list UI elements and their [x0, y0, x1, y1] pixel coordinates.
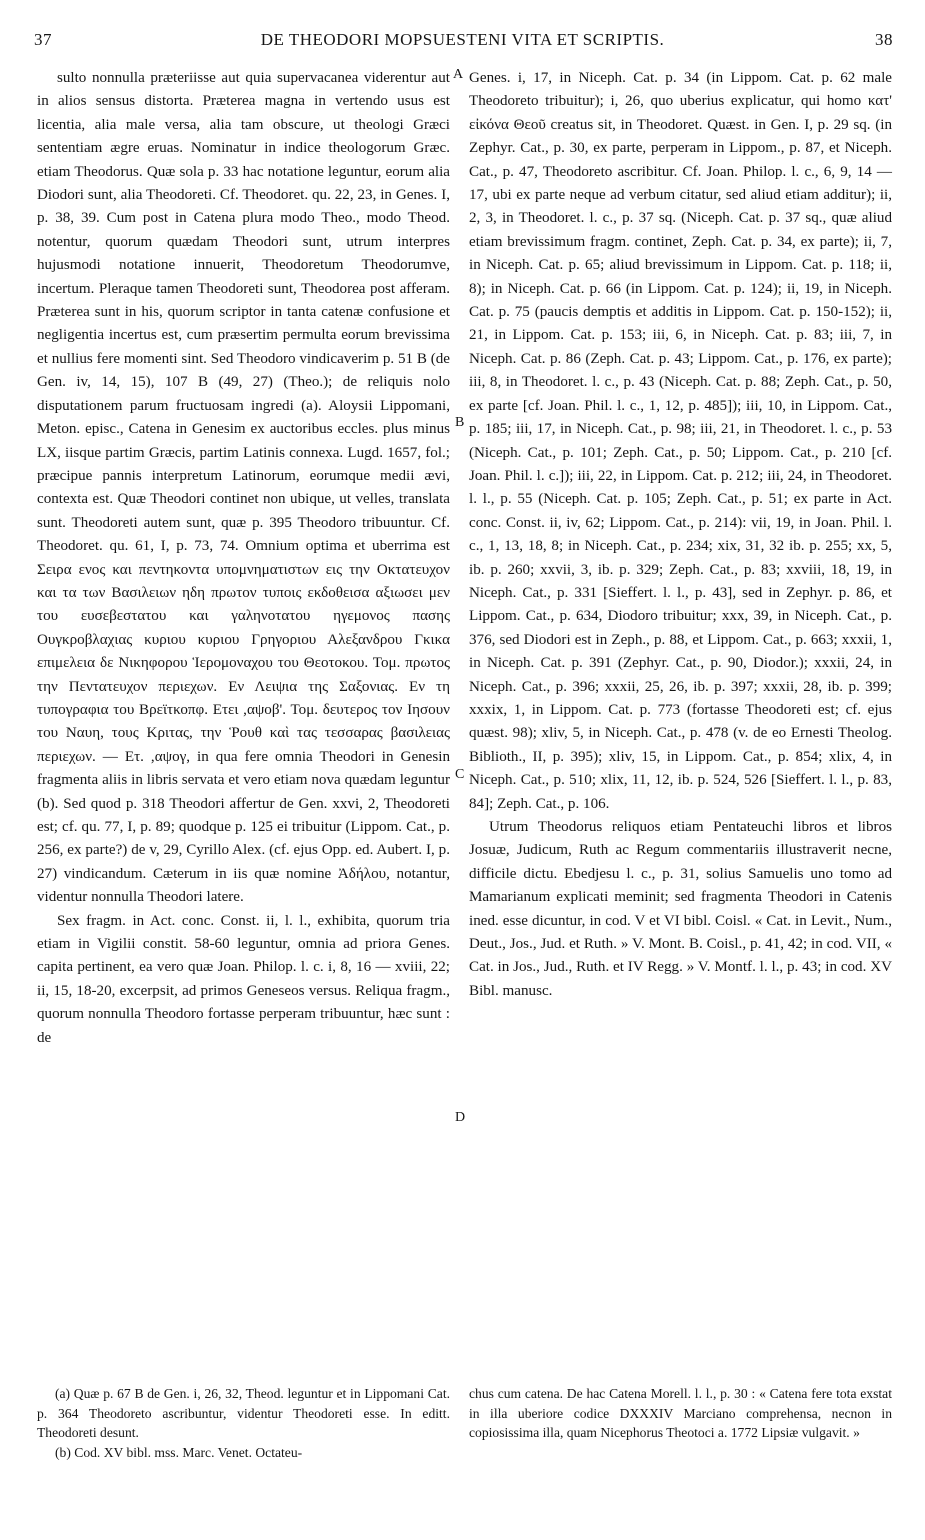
- margin-mark-c: C: [455, 767, 465, 782]
- margin-mark-d: D: [455, 1110, 466, 1125]
- footnote-a: (a) Quæ p. 67 B de Gen. i, 26, 32, Theod. leguntur et in Lippomani Cat. p. 364 Theodoreto ascribuntur, videntur Theodoreti esse. In editt. Theodoreti desunt.: [37, 1386, 450, 1440]
- left-paragraph-1: sulto nonnulla præteriisse aut quia supervacanea viderentur aut in alios sensus distorta. Præterea magna in vertendo usus est licentia, alia male versa, alia tam obscure, ut theologi Græci sententiam ægre eruas. Nominatur in indice theologorum Græc. etiam Theodorus. Quæ sola p. 33 hac notatione leguntur, eorum alia Diodori sunt, alia Theodoreti. Cf. Theodoret. qu. 22, 23, in Genes. I, p. 38, 39. Cum post in Catena plura modo Theo., modo Theod. notentur, quorum quædam Theodori sunt, utrum interpres hujusmodi notatione innuerit, Theodoretum Theodorumve, incertum. Pleraque tamen Theodoreti sunt, Theodorea post afferam. Præterea sunt in his, quorum scriptor in tanta catenæ confusione et negligentia incertus est, cum præsertim permulta eorum brevissima et nullius fere momenti sint. Sed Theodoro vindicaverim p. 51 B (de Gen. iv, 14, 15), 107 B (49, 27) (Theo.); de reliquis nolo disputationem parum fructuosam ingredi (a). Aloysii Lippomani, Meton. episc., Catena in Genesim ex auctoribus eccles. plus minus LX, iisque partim Græcis, partim Latinis connexa. Lugd. 1657, fol.; præcipue pannis interpretum Latinorum, eorumque medii ævi, contexta est. Quæ Theodori continet non ubique, ut velles, translata sunt. Theodoreti autem sunt, quæ p. 395 Theodoro tribuuntur. Cf. Theodoret. qu. 61, I, p. 73, 74. Omnium optima et uberrima est Σειρα ενος και πεντηκοντα υπομνηματιστων εις την Οκτατευχον και τα των Βασιλειων ηδη πρωτον τυποις εκδοθεισα αξιωσει μεν του ευσεβεστατου και γαληνοτατου ηγεμονος πασης Ουγκροβλαχιας κυριου κυριου Γρηγοριου Αλεξανδρου Γκικα επιμελεια δε Νικηφορου Ἱερομοναχου του Θεοτοκου. Τομ. πρωτος την Πεντατευχον περιεχων. Εν Λειψια της Σαξονιας. Εν τη τυπογραφια του Βρεϊτκοπφ. Ετει ,αψοβ'. Τομ. δευτερος τον Ιησουν του Ναυη, τους Κριτας, την Ῥουθ καὶ τας τεσσαρας βασιλειας περιεχων. — Ετ. ,αψογ, in qua fere omnia Theodori in Genesin fragmenta aliis in libris servata et vero etiam nova quædam leguntur (b). Sed quod p. 318 Theodori affertur de Gen. xxvi, 2, Theodoreti est; cf. qu. 77, I, p. 89; quodque p. 125 ei tribuitur (Lippom. Cat., p. 256, ex parte?) de v, 29, Cyrillo Alex. (cf. ejus Opp. ed. Aubert. I, p. 27) vindicandum. Cæterum in iis quæ nomine Ἀδήλου, notantur, videntur nonnulla Theodori latere.: [37, 70, 450, 906]
- footnote-b: (b) Cod. XV bibl. mss. Marc. Venet. Octateu-: [55, 1444, 303, 1460]
- right-paragraph-2: Utrum Theodorus reliquos etiam Pentateuchi libros et libros Josuæ, Judicum, Ruth ac Regum commentariis illustraverit necne, difficile dictu. Ebedjesu l. c., p. 31, solius Samuelis uno tomo ad Mamarianum explicati meminit; sed fragmenta Theodori in Catenis ined. esse dicuntur, in cod. V et VI bibl. Coisl. « Cat. in Levit., Num., Deut., Jos., Jud. et Ruth. » V. Mont. B. Coisl., p. 41, 42; in cod. VII, « Cat. in Jos., Jud., Ruth. et IV Regg. » V. Montf. l. l., p. 43; in cod. XV Bibl. manusc.: [469, 819, 892, 999]
- right-paragraph-1: Genes. i, 17, in Niceph. Cat. p. 34 (in Lippom. Cat. p. 62 male Theodoreto tribuitur); i, 26, quo uberius explicatur, qui homo κατ' εἰκόνα Θεοῦ creatus sit, in Theodoret. Quæst. in Gen. I, p. 29 sq. (in Zephyr. Cat., p. 30, ex parte, perperam in Lippom., p. 87, et Niceph. Cat., p. 47, Theodoreto ascribitur. Cf. Joan. Philop. l. c., 6, 9, 14 — 17, ubi ex parte neque ad verbum citatur, sed aliud etiam additur); ii, 2, 3, in Theodoret. l. c., p. 37 sq. (Niceph. Cat. p. 37 sq., quæ aliud etiam brevissimum fragm. continet, Zeph. Cat. p. 34, ex parte); ii, 7, in Niceph. Cat. p. 65; aliud brevissimum in Lippom. Cat. p. 118; ii, 8); in Niceph. Cat. p. 66 (in Lippom. Cat. p. 124); ii, 19, in Niceph. Cat. p. 75 (paucis demptis et additis in Lippom. Cat. p. 150-152); ii, 21, in Lippom. Cat. p. 153; iii, 6, in Niceph. Cat. p. 83; iii, 7, in Niceph. Cat. p. 86 (Zeph. Cat. p. 43; Lippom. Cat., p. 176, ex parte); iii, 8, in Theodoret. l. c., p. 43 (Niceph. Cat. p. 88; Zeph. Cat., p. 50, ex parte [cf. Joan. Phil. l. c., 1, 12, p. 485]); iii, 10, in Lippom. Cat., p. 185; iii, 17, in Niceph. Cat., p. 98; iii, 21, in Theodoret. l. c., p. 53 (Niceph. Cat., p. 101; Zeph. Cat., p. 50; Lippom. Cat., p. 210 [cf. Joan. Phil. l. c.]); iii, 22, in Lippom. Cat. p. 212; iii, 24, in Theodoret. l. l., p. 55 (Niceph. Cat. p. 105; Zeph. Cat., p. 51; ex parte in Act. conc. Const. ii, iv, 62; Lippom. Cat., p. 214): vii, 19, in Joan. Phil. l. c., 1, 13, 18, 8; in Niceph. Cat., p. 234; xix, 31, 32 ib. p. 255; xx, 5, ib. p. 260; xxvii, 3, ib. p. 329; Zeph. Cat., p. 83; xxviii, 18, 19, in Niceph. Cat., p. 331 [Sieffert. l. l., p. 43], sed in Zephyr. p. 86, et Lippom. Cat., p. 634, Diodoro tribuitur; xxx, 39, in Niceph. Cat., p. 376, sed Diodori est in Zeph., p. 88, et Lippom. Cat., p. 663; xxxii, 1, in Niceph. Cat. p. 391 (Zephyr. Cat., p. 90, Diodor.); xxxii, 24, in Niceph. Cat., p. 396; xxxii, 25, 26, ib. p. 397; xxxii, 28, ib. p. 399; xxxix, 1, in Lippom. Cat. p. 773 (fortasse Theodoreti est; cf. ejus quæst. 98); xliv, 5, in Niceph. Cat., p. 478 (v. de eo Ernesti Theolog. Biblioth., II, p. 395); xliv, 15, in Lippom. Cat., p. 854; xlix, 4, in Niceph. Cat., p. 510; xlix, 11, 12, ib. p. 524, 526 [Sieffert. l. l., p. 83, 84]; Zeph. Cat., p. 106.: [469, 70, 892, 812]
- left-column: [37, 67, 450, 1050]
- running-title: DE THEODORI MOPSUESTENI VITA ET SCRIPTIS.: [260, 30, 665, 49]
- footnotes-right: [469, 1384, 892, 1443]
- page-header: [0, 30, 925, 60]
- margin-mark-a: A: [453, 67, 464, 82]
- right-column: [469, 67, 892, 1003]
- margin-mark-b: B: [455, 415, 465, 430]
- page-number-left: 37: [34, 30, 52, 49]
- footnotes-left: [37, 1384, 450, 1462]
- page-number-right: 38: [875, 30, 893, 49]
- left-paragraph-2: Sex fragm. in Act. conc. Const. ii, l. l., exhibita, quorum tria etiam in Vigilii constit. 58-60 leguntur, omnia ad priora Genes. capita pertinent, ea vero quæ Joan. Philop. l. c. i, 8, 16 — xviii, 22; ii, 15, 18-20, excerpsit, ad primos Geneseos versus. Reliqua fragm., quorum nonnulla Theodoro fortasse perperam tribuuntur, hæc sunt : de: [37, 912, 450, 1046]
- footnote-continuation: chus cum catena. De hac Catena Morell. l. l., p. 30 : « Catena fere tota exstat in illa uberiore codice DXXXIV Marciano comprehensa, necnon in copiosissima illa, quam Nicephorus Theotoci a. 1772 Lipsiæ vulgavit. »: [469, 1386, 892, 1440]
